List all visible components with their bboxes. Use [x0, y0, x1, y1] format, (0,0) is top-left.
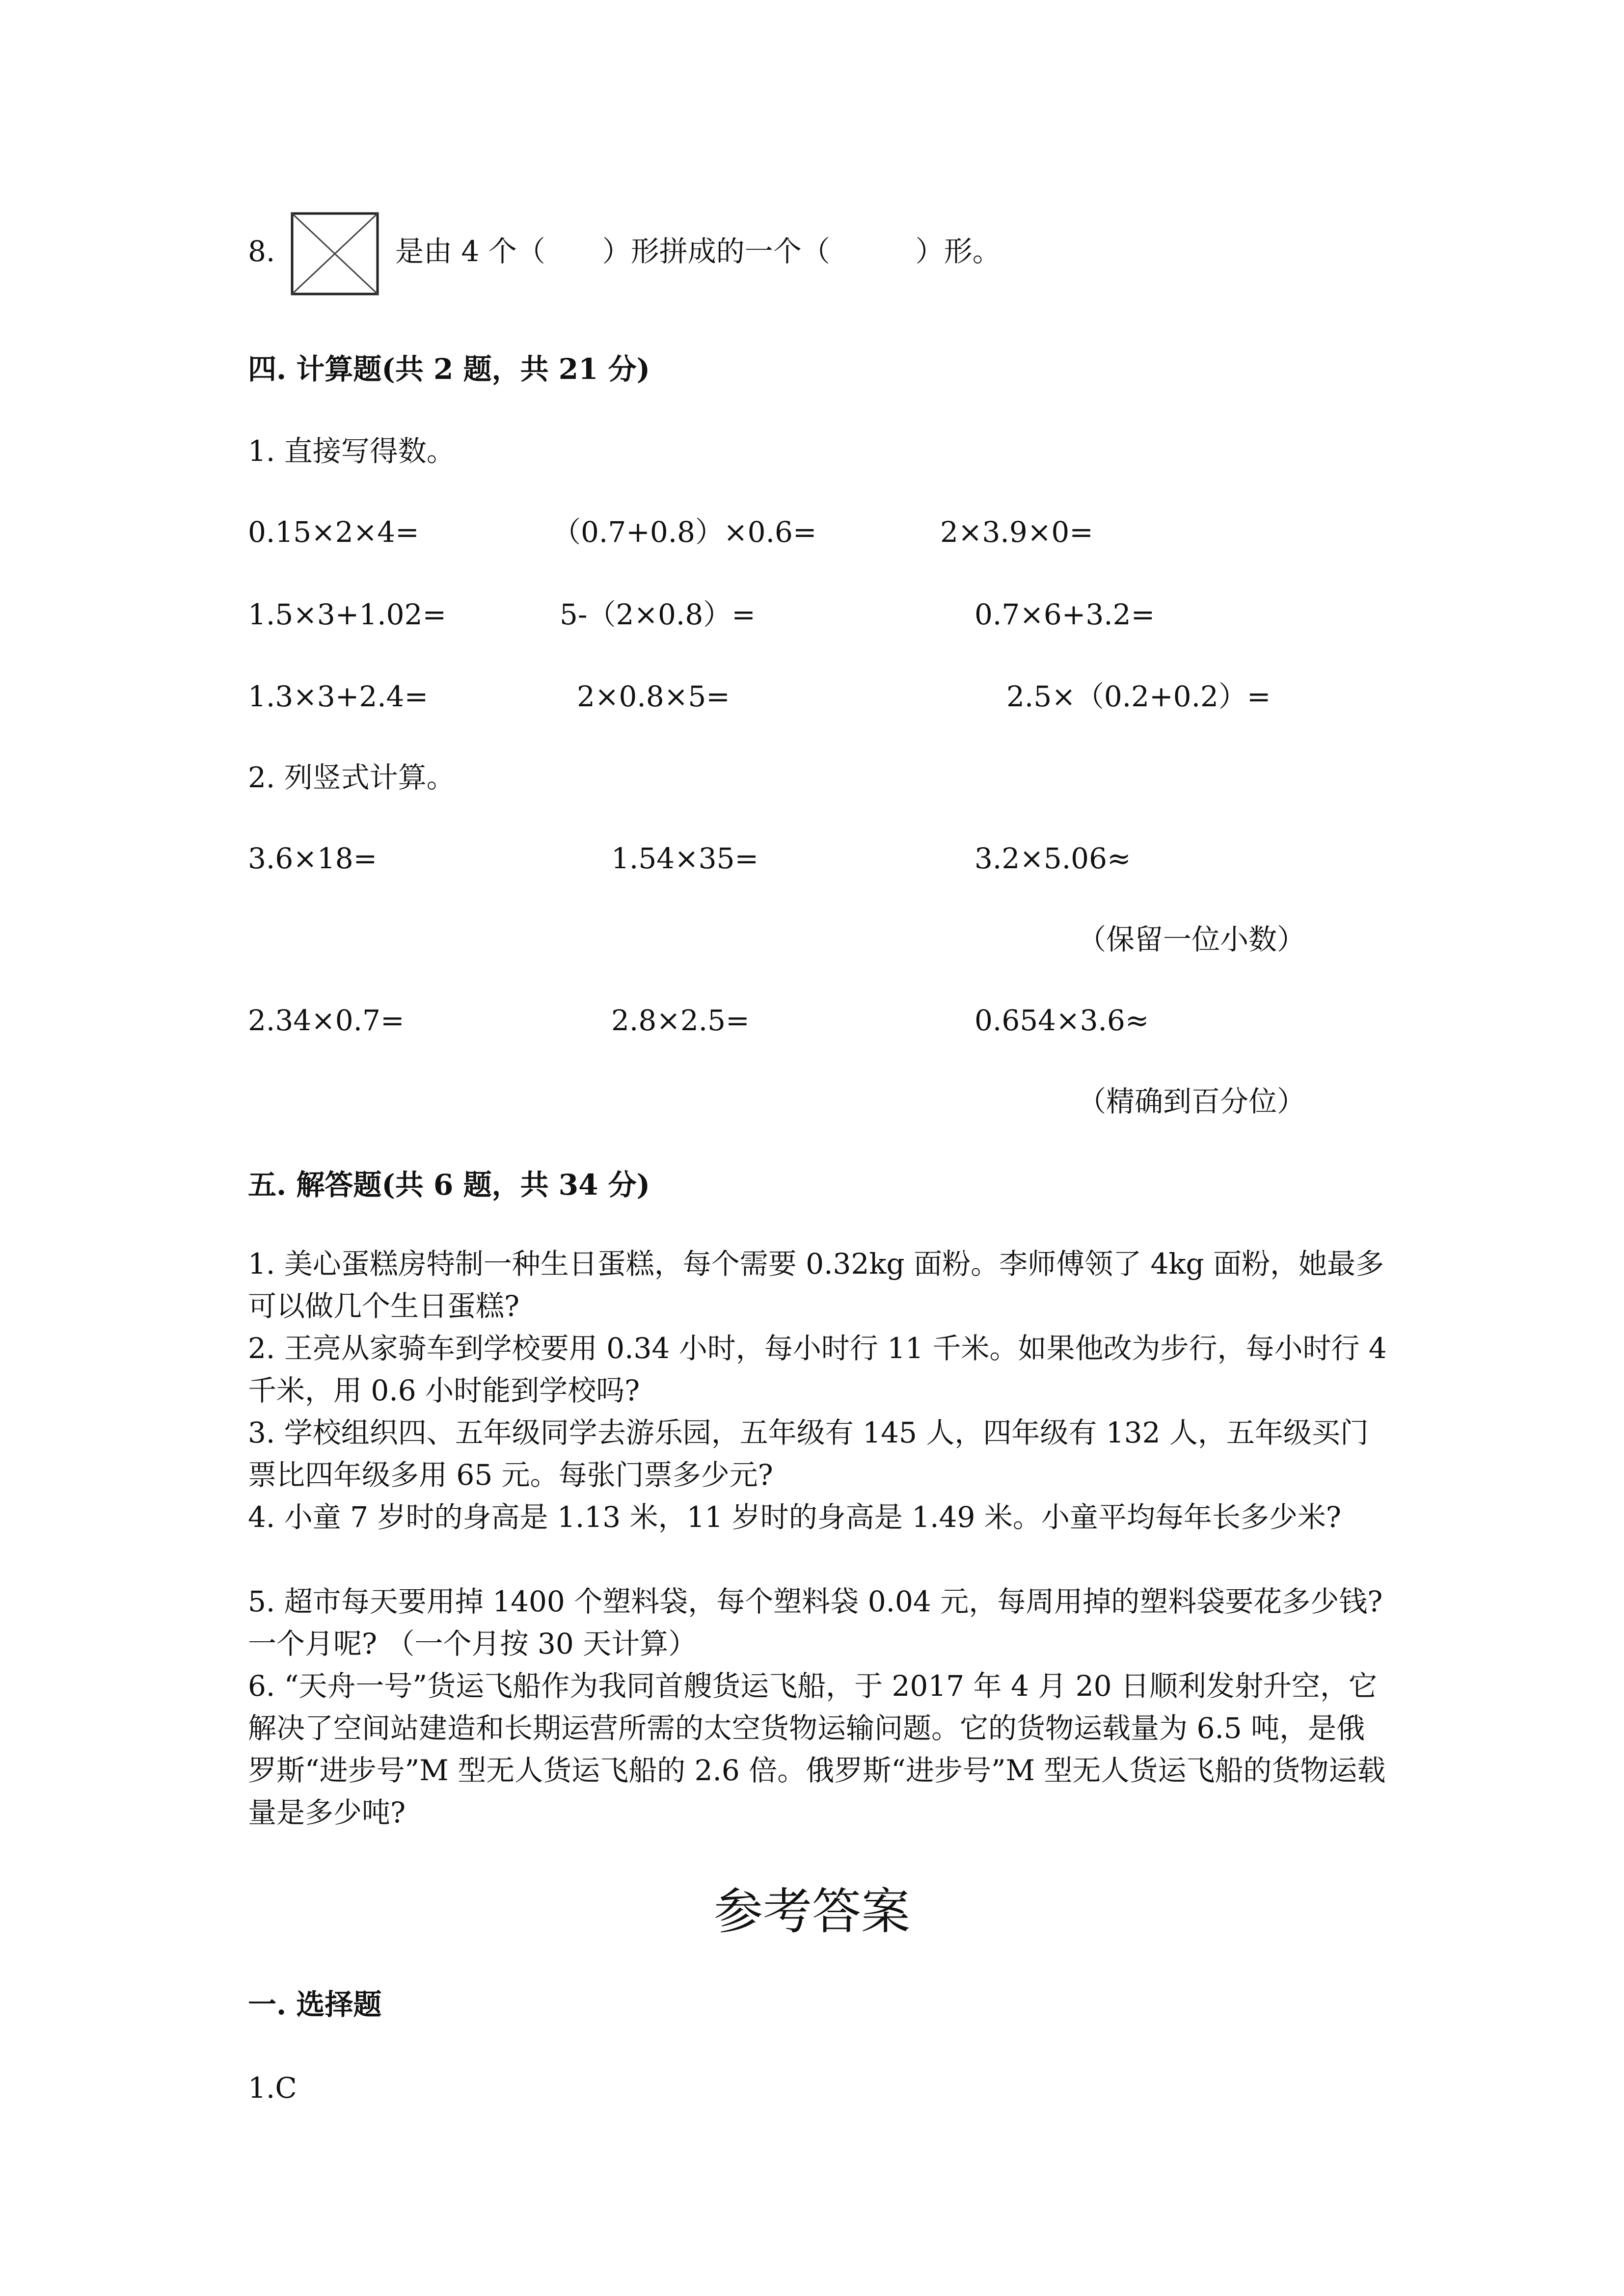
word-problem: 3. 学校组织四、五年级同学去游乐园，五年级有 145 人，四年级有 132 人，五年级买门票比四年级多用 65 元。每张门票多少元? [248, 1416, 1369, 1492]
calc-cell: 2.5×（0.2+0.2）= [1006, 680, 1271, 713]
calc-cell: 5-（2×0.8）= [560, 598, 756, 631]
section-4-q2-label: 2. 列竖式计算。 [248, 761, 455, 794]
question-8-number: 8. [248, 235, 275, 268]
word-problem: 1. 美心蛋糕房特制一种生日蛋糕，每个需要 0.32kg 面粉。李师傅领了 4kg 面粉，她最多可以做几个生日蛋糕? [248, 1247, 1384, 1323]
section-4-q1-label: 1. 直接写得数。 [248, 434, 455, 468]
vertical-calc-cell: 3.2×5.06≈ [974, 842, 1131, 875]
section-4-title: 四. 计算题(共 2 题，共 21 分) [248, 352, 650, 386]
word-problem: 6. “天舟一号”货运飞船作为我同首艘货运飞船，于 2017 年 4 月 20 日顺利发射升空，它解决了空间站建造和长期运营所需的太空货物运输问题。它的货物运载量为 6.5 吨，是俄罗斯“进步号”M 型无人货运飞船的 2.6 倍。俄罗斯“进步号”M 型无人货运飞船的货物运载量是多少吨? [248, 1669, 1386, 1829]
square-divided-figure-icon [291, 212, 379, 295]
calc-cell: 0.7×6+3.2= [974, 598, 1155, 631]
calc-cell: 1.3×3+2.4= [248, 680, 429, 713]
question-8-text: 是由 4 个（ ）形拼成的一个（ ）形。 [395, 235, 1001, 268]
calc-cell: 2×0.8×5= [577, 680, 730, 713]
rounding-note: （保留一位小数） [1078, 923, 1306, 956]
rounding-note: （精确到百分位） [1078, 1085, 1306, 1118]
word-problem: 5. 超市每天要用掉 1400 个塑料袋，每个塑料袋 0.04 元，每周用掉的塑料袋要花多少钱? 一个月呢? （一个月按 30 天计算） [248, 1585, 1383, 1660]
calc-cell: 2×3.9×0= [940, 515, 1093, 549]
calc-cell: 0.15×2×4= [248, 515, 419, 549]
word-problem: 4. 小童 7 岁时的身高是 1.13 米，11 岁时的身高是 1.49 米。小童平均每年长多少米? [248, 1500, 1341, 1534]
vertical-calc-cell: 2.34×0.7= [248, 1004, 405, 1037]
answers-section-1-title: 一. 选择题 [248, 1988, 382, 2021]
vertical-calc-cell: 0.654×3.6≈ [974, 1004, 1149, 1037]
calc-cell: 1.5×3+1.02= [248, 598, 447, 631]
word-problem: 2. 王亮从家骑车到学校要用 0.34 小时，每小时行 11 千米。如果他改为步行，每小时行 4 千米，用 0.6 小时能到学校吗? [248, 1332, 1387, 1407]
calc-cell: （0.7+0.8）×0.6= [552, 515, 817, 549]
section-5-title: 五. 解答题(共 6 题，共 34 分) [248, 1168, 650, 1201]
vertical-calc-cell: 1.54×35= [611, 842, 759, 875]
vertical-calc-cell: 2.8×2.5= [611, 1004, 750, 1037]
vertical-calc-cell: 3.6×18= [248, 842, 378, 875]
answers-title: 参考答案 [714, 1883, 910, 1940]
answer-item: 1.C [248, 2071, 297, 2105]
